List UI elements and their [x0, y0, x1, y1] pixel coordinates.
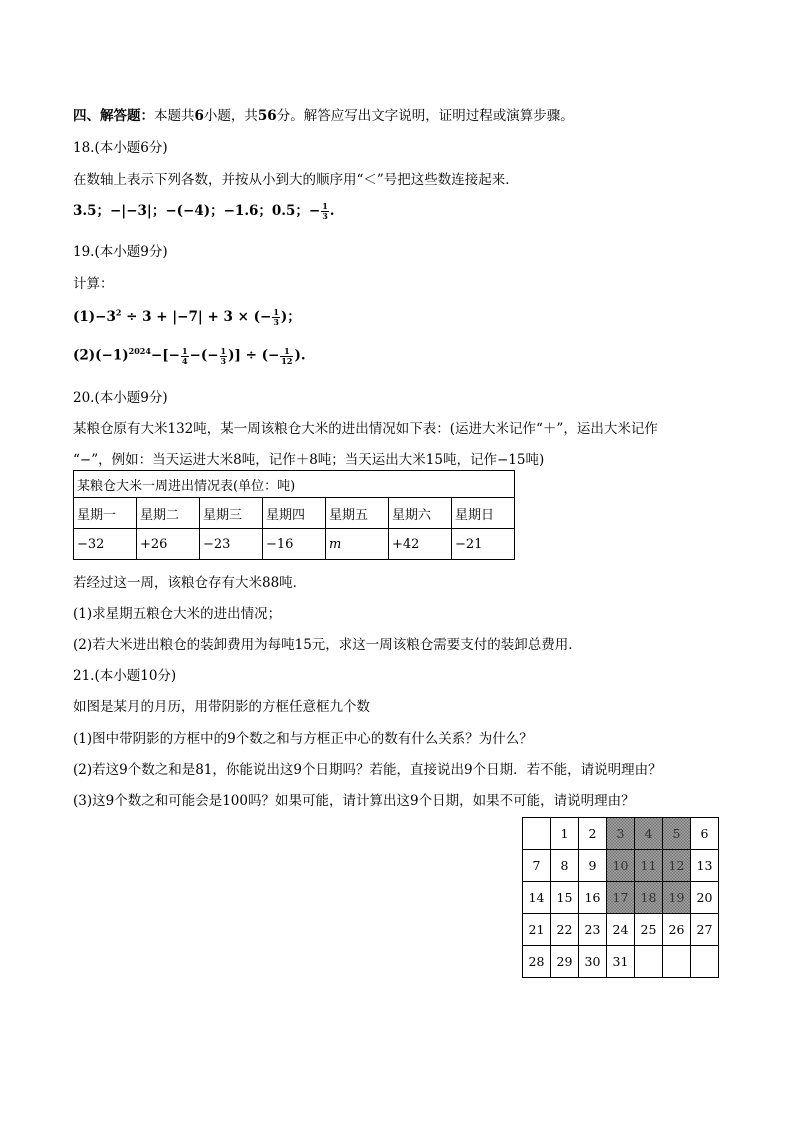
calendar-cell: 8: [551, 850, 579, 882]
table-cell-day: 星期一: [74, 498, 137, 529]
table-row-days: [74, 498, 515, 529]
table-caption-row: [74, 471, 515, 498]
calendar-row: [523, 882, 719, 914]
calendar-cell-shaded: 10: [607, 850, 635, 882]
q21-intro: 如图是某月的月历，用带阴影的方框任意框九个数: [73, 699, 370, 715]
calendar-row: [523, 946, 719, 978]
q21-part3: (3)这9个数之和可能会是100吗？如果可能，请计算出这9个日期，如果不可能，请说明理由？: [73, 793, 635, 809]
section-header: 四、解答题：本题共6小题，共56分。解答应写出文字说明，证明过程或演算步骤。: [73, 108, 574, 124]
fraction: $\frac{1}{3}$: [322, 201, 328, 221]
calendar-cell: 16: [579, 882, 607, 914]
calendar-cell: 20: [691, 882, 719, 914]
calendar-cell: 14: [523, 882, 551, 914]
calendar-cell-shaded: 12: [663, 850, 691, 882]
calendar-cell: 28: [523, 946, 551, 978]
q18-numbers: 3.5；−|−3|；−(−4)；−1.6；0.5；− $\frac{1}{3}$ .: [73, 201, 335, 221]
table-cell-day: 星期日: [452, 498, 515, 529]
calendar-cell-shaded: 4: [635, 818, 663, 850]
calendar-cell-shaded: 17: [607, 882, 635, 914]
table-cell-value: −16: [263, 529, 326, 560]
calendar-cell: 29: [551, 946, 579, 978]
table-cell-value: m: [326, 529, 389, 560]
calendar-cell-shaded: 19: [663, 882, 691, 914]
calendar-cell: 6: [691, 818, 719, 850]
calendar-cell-shaded: 5: [663, 818, 691, 850]
q19-header: 19.(本小题9分): [73, 244, 168, 260]
table-caption: 某粮仓大米一周进出情况表(单位：吨): [74, 471, 515, 498]
table-cell-value: −32: [74, 529, 137, 560]
q20-text-2: “−”，例如：当天运进大米8吨，记作＋8吨；当天运出大米15吨，记作−15吨): [73, 452, 545, 468]
q20-part1: (1)求星期五粮仓大米的进出情况；: [73, 606, 282, 622]
q19-intro: 计算：: [73, 276, 114, 292]
calendar-cell: 27: [691, 914, 719, 946]
calendar-cell-shaded: 11: [635, 850, 663, 882]
table-cell-value: −23: [200, 529, 263, 560]
q19-part2: $(2)(-1)^{2024}-[-$ $\frac{1}{4}$ −(− $\frac{1}{3}$ )] ÷ (− $\frac{1}{12}$ ).: [73, 345, 306, 366]
table-cell-value: +26: [137, 529, 200, 560]
table-cell-day: 星期六: [389, 498, 452, 529]
calendar-cell-shaded: 3: [607, 818, 635, 850]
calendar-cell: 31: [607, 946, 635, 978]
calendar-cell: 22: [551, 914, 579, 946]
calendar-row: [523, 914, 719, 946]
calendar-grid: [522, 817, 719, 978]
q20-after: 若经过这一周，该粮仓存有大米88吨．: [73, 575, 307, 591]
table-cell-day: 星期四: [263, 498, 326, 529]
calendar-cell: 21: [523, 914, 551, 946]
calendar-cell: 2: [579, 818, 607, 850]
table-cell-value: −21: [452, 529, 515, 560]
section-title: 四、解答题：: [73, 108, 154, 124]
q18-header: 18.(本小题6分): [73, 140, 168, 156]
calendar-row: [523, 818, 719, 850]
calendar-cell: 26: [663, 914, 691, 946]
q20-part2: (2)若大米进出粮仓的装卸费用为每吨15元，求这一周该粮仓需要支付的装卸总费用．: [73, 637, 582, 653]
calendar-cell: [523, 818, 551, 850]
q20-text-1: 某粮仓原有大米132吨，某一周该粮仓大米的进出情况如下表：(运进大米记作“＋”，运出大米记作: [73, 421, 658, 437]
calendar-cell: 30: [579, 946, 607, 978]
q19-part1: $(1)-3^2 \div 3 + |-7| + 3$ × (− $\frac{1}{3}$ )；: [73, 307, 301, 327]
fraction: $\frac{1}{3}$: [220, 345, 227, 366]
table-cell-day: 星期二: [137, 498, 200, 529]
calendar-cell: 7: [523, 850, 551, 882]
table-cell-day: 星期三: [200, 498, 263, 529]
rice-table: [73, 470, 515, 560]
calendar-cell: 1: [551, 818, 579, 850]
calendar-cell: [691, 946, 719, 978]
calendar-cell: [663, 946, 691, 978]
table-cell-value: +42: [389, 529, 452, 560]
q21-part2: (2)若这9个数之和是81，你能说出这9个日期吗？若能，直接说出9个日期．若不能，请说明理由？: [73, 762, 662, 778]
q21-header: 21.(本小题10分): [73, 668, 177, 684]
q18-text: 在数轴上表示下列各数，并按从小到大的顺序用“＜”号把这些数连接起来．: [73, 172, 519, 188]
q21-part1: (1)图中带阴影的方框中的9个数之和与方框正中心的数有什么关系？为什么？: [73, 731, 533, 747]
calendar-row: [523, 850, 719, 882]
table-cell-day: 星期五: [326, 498, 389, 529]
calendar-cell-shaded: 18: [635, 882, 663, 914]
table-row-values: [74, 529, 515, 560]
calendar-cell: 25: [635, 914, 663, 946]
calendar-cell: 15: [551, 882, 579, 914]
calendar-cell: 24: [607, 914, 635, 946]
fraction: $\frac{1}{12}$: [281, 345, 293, 366]
calendar-cell: [635, 946, 663, 978]
calendar-cell: 13: [691, 850, 719, 882]
calendar-cell: 9: [579, 850, 607, 882]
calendar-cell: 23: [579, 914, 607, 946]
fraction: $\frac{1}{4}$: [181, 345, 188, 366]
q20-header: 20.(本小题9分): [73, 390, 168, 406]
fraction: $\frac{1}{3}$: [273, 307, 279, 327]
